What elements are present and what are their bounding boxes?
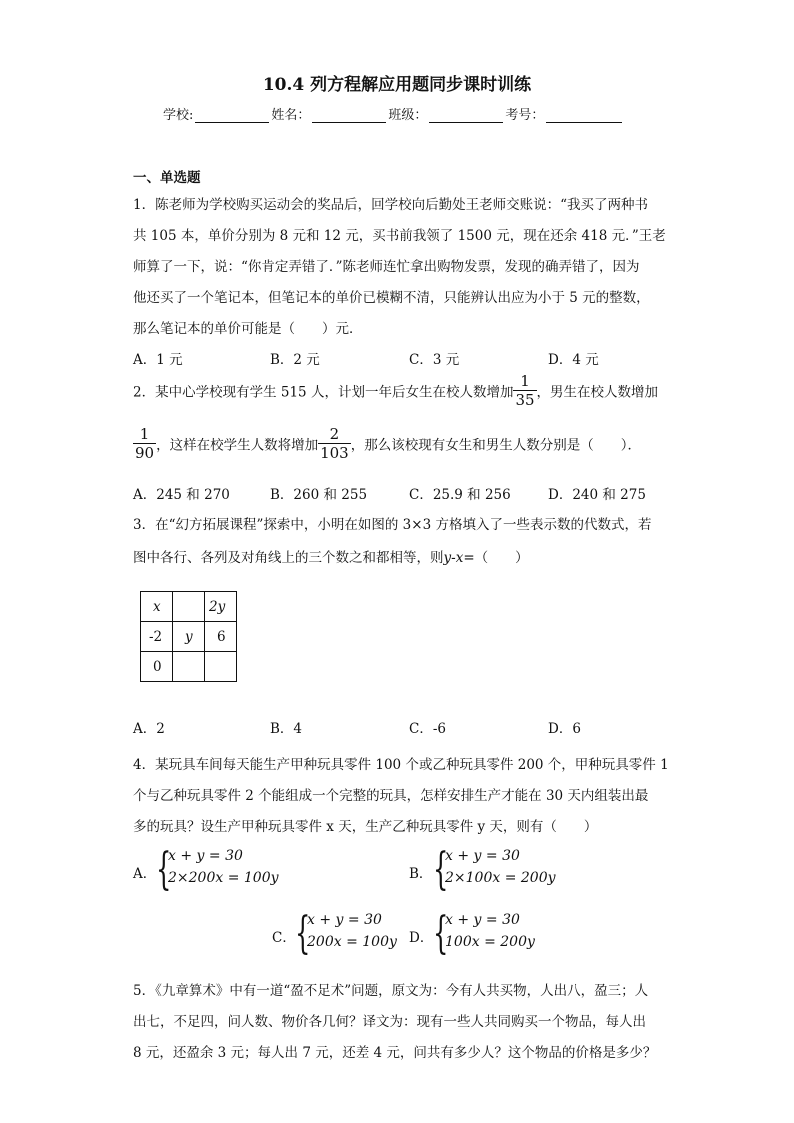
q4-d-eq1: x + y = 30 (445, 912, 520, 928)
q5-line-3: 8 元，还盈余 3 元；每人出 7 元，还差 4 元，问共有多少人？这个物品的价格是多少？ (133, 1045, 657, 1061)
q3-line-1: 3．在“幻方拓展课程”探索中，小明在如图的 3×3 方格填入了一些表示数的代数式，若 (133, 517, 652, 533)
q4-a-eq2: 2×200x = 100y (168, 870, 279, 886)
q3-option-b[interactable]: B．4 (270, 721, 303, 737)
q2-fraction-3-num: 2 (318, 425, 351, 444)
class-blank[interactable] (429, 108, 503, 123)
school-blank[interactable] (195, 108, 269, 123)
doc-title: 10.4 列方程解应用题同步课时训练 (262, 75, 532, 95)
q4-option-d-label[interactable]: D． (409, 930, 434, 946)
q4-a-eq1: x + y = 30 (168, 848, 243, 864)
q3-option-d[interactable]: D．6 (548, 721, 581, 737)
q4-b-eq1: x + y = 30 (445, 848, 520, 864)
q2-line-2-text-b: ，那么该校现有女生和男生人数分别是（ ）． (350, 437, 641, 454)
grid-cell: y (173, 622, 205, 652)
q1-line-5: 那么笔记本的单价可能是（ ）元． (133, 321, 363, 337)
q4-c-eq1: x + y = 30 (307, 912, 382, 928)
q1-option-a[interactable]: A．1 元 (133, 352, 183, 368)
class-label: 班级： (388, 108, 428, 123)
q1-line-4: 他还买了一个笔记本，但笔记本的单价已模糊不清，只能辨认出应为小于 5 元的整数， (133, 290, 650, 306)
grid-row (141, 622, 237, 652)
grid-cell: 6 (205, 622, 237, 652)
q4-line-1: 4．某玩具车间每天能生产甲种玩具零件 100 个或乙种玩具零件 200 个，甲种玩具零件 1 (133, 757, 669, 773)
q3-option-a[interactable]: A．2 (133, 721, 165, 737)
grid-row (141, 592, 237, 622)
q4-option-b-label[interactable]: B． (409, 866, 433, 882)
q1-option-c[interactable]: C．3 元 (409, 352, 460, 368)
q2-fraction-2-num: 1 (133, 425, 156, 444)
grid-cell: 0 (141, 652, 173, 682)
name-label: 姓名： (271, 108, 311, 123)
exam-no-label: 考号： (505, 108, 545, 123)
grid-cell: -2 (141, 622, 173, 652)
q2-fraction-1 (513, 372, 536, 409)
q4-option-a-label[interactable]: A． (133, 866, 157, 882)
q4-option-b-system[interactable] (433, 844, 573, 895)
q2-fraction-1-num: 1 (513, 372, 536, 391)
brace-icon: { (433, 908, 449, 959)
q4-option-c-label[interactable]: C． (272, 930, 296, 946)
grid-cell (173, 652, 205, 682)
student-info-line (163, 104, 624, 123)
grid-row (141, 652, 237, 682)
q5-line-1: 5．《九章算术》中有一道“盈不足术”问题，原文为：今有人共买物，人出八，盈三；人 (133, 983, 649, 999)
q4-b-eq2: 2×100x = 200y (445, 870, 556, 886)
q2-fraction-3 (318, 425, 351, 462)
q3-expression: y-x (443, 550, 464, 566)
q2-line-1 (133, 372, 658, 409)
q2-line-1-text-b: ，男生在校人数增加 (536, 384, 659, 401)
q3-option-c[interactable]: C．-6 (409, 721, 446, 737)
q2-option-c[interactable]: C．25.9 和 256 (409, 487, 511, 503)
q4-option-a-system[interactable] (156, 844, 296, 895)
q5-line-2: 出七，不足四，问人数、物价各几何？译文为：现有一些人共同购买一个物品，每人出 (133, 1014, 646, 1030)
q2-option-d[interactable]: D．240 和 275 (548, 487, 646, 503)
q2-fraction-2 (133, 425, 156, 462)
grid-cell (173, 592, 205, 622)
q3-line-2-text-b: =（ ） (463, 550, 529, 566)
q2-line-1-text-a: 2．某中心学校现有学生 515 人，计划一年后女生在校人数增加 (133, 384, 514, 401)
brace-icon: { (295, 908, 311, 959)
q4-line-3: 多的玩具？设生产甲种玩具零件 x 天，生产乙种玩具零件 y 天，则有（ ） (133, 819, 598, 835)
q4-option-c-system[interactable] (295, 908, 405, 959)
school-label: 学校: (163, 108, 194, 123)
magic-square-grid (140, 591, 237, 682)
q1-option-b[interactable]: B．2 元 (270, 352, 320, 368)
q4-c-eq2: 200x = 100y (307, 934, 397, 950)
q2-option-b[interactable]: B．260 和 255 (270, 487, 368, 503)
exam-no-blank[interactable] (546, 108, 622, 123)
q3-line-2-text-a: 图中各行、各列及对角线上的三个数之和都相等，则 (133, 550, 444, 566)
section-heading: 一、单选题 (133, 170, 201, 186)
name-blank[interactable] (312, 108, 386, 123)
brace-icon: { (156, 844, 172, 895)
q4-line-2: 个与乙种玩具零件 2 个能组成一个完整的玩具，怎样安排生产才能在 30 天内组装出最 (133, 788, 649, 804)
q2-line-2-text-a: ，这样在校学生人数将增加 (156, 437, 319, 454)
q1-line-1: 1．陈老师为学校购买运动会的奖品后，回学校向后勤处王老师交账说：“我买了两种书 (133, 197, 648, 213)
grid-cell (205, 652, 237, 682)
grid-cell: 2y (205, 592, 237, 622)
q2-fraction-1-den: 35 (515, 391, 535, 409)
grid-cell: x (141, 592, 173, 622)
q1-option-d[interactable]: D．4 元 (548, 352, 599, 368)
q4-d-eq2: 100x = 200y (445, 934, 535, 950)
q2-fraction-3-den: 103 (320, 444, 349, 462)
q1-line-2: 共 105 本，单价分别为 8 元和 12 元，买书前我领了 1500 元，现在还余 418 元．”王老 (133, 228, 666, 244)
q1-line-3: 师算了一下，说：“你肯定弄错了．”陈老师连忙拿出购物发票，发现的确弄错了，因为 (133, 259, 640, 275)
q4-option-d-system[interactable] (433, 908, 543, 959)
brace-icon: { (433, 844, 449, 895)
q2-line-2 (133, 425, 641, 462)
q2-fraction-2-den: 90 (135, 444, 155, 462)
q3-line-2 (133, 546, 529, 566)
q2-option-a[interactable]: A．245 和 270 (133, 487, 230, 503)
